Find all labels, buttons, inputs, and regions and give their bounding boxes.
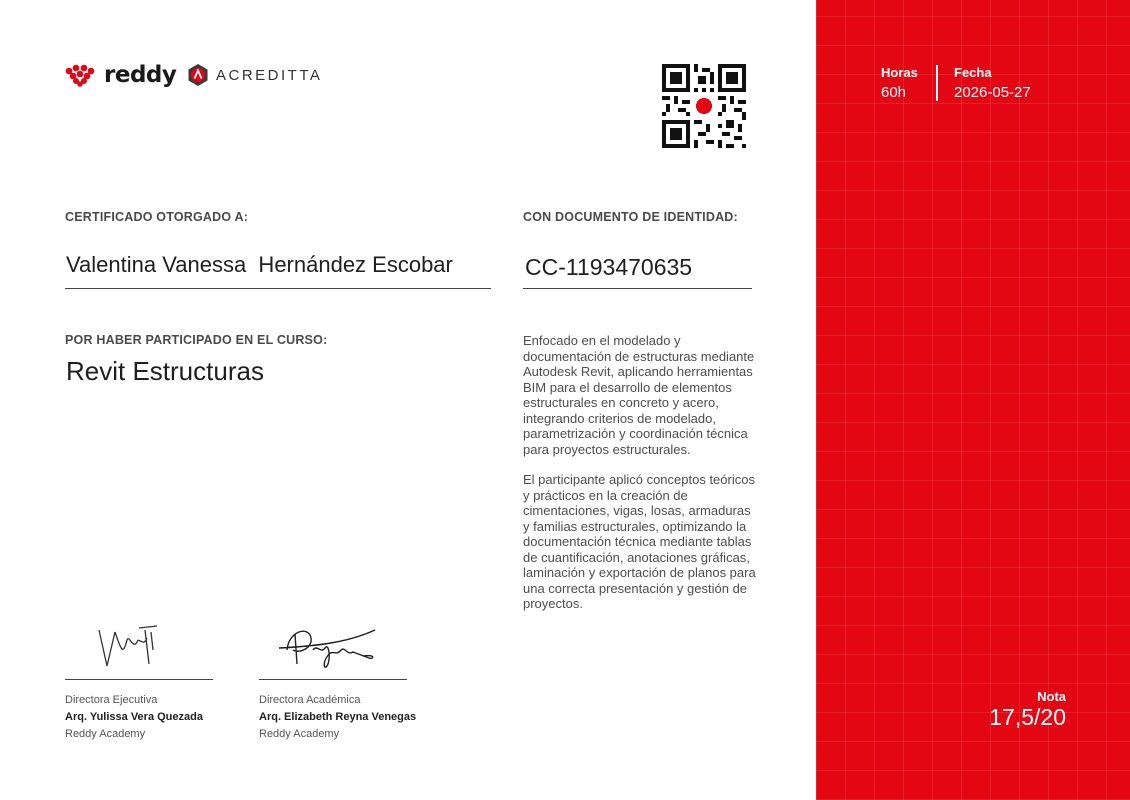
recipient-name: Valentina Vanessa Hernández Escobar bbox=[66, 252, 453, 277]
identity-number: CC-1193470635 bbox=[525, 254, 693, 280]
hours-label: Horas bbox=[881, 65, 918, 80]
date-label: Fecha bbox=[954, 65, 992, 80]
side-panel bbox=[816, 0, 1130, 800]
signer-name: Arq. Elizabeth Reyna Venegas bbox=[259, 711, 417, 723]
signature-image bbox=[259, 620, 407, 674]
reddy-wordmark: reddy bbox=[104, 62, 177, 88]
document-underline bbox=[523, 288, 752, 289]
signer-role: Directora Académica bbox=[259, 694, 361, 706]
signature-block-executive bbox=[65, 620, 213, 740]
signature-block-academic bbox=[259, 620, 416, 740]
signature-line bbox=[259, 679, 407, 680]
course-label: POR HABER PARTICIPADO EN EL CURSO: bbox=[65, 333, 328, 347]
hours-value: 60h bbox=[881, 84, 907, 101]
description-paragraph-2: El participante aplicó conceptos teóricos y prácticos en la creación de cimentaciones, vigas, losas, armaduras y familias estructurales, optimizando la documentación técnica mediante tablas de cuantificación, anotaciones gráficas, laminación y exportación de planos para una correcta presentación y gestión de proyectos. bbox=[523, 472, 756, 611]
name-underline bbox=[65, 288, 491, 289]
signer-organization: Reddy Academy bbox=[65, 728, 146, 740]
identity-label: CON DOCUMENTO DE IDENTIDAD: bbox=[523, 210, 738, 224]
acreditta-wordmark: ACREDITTA bbox=[216, 66, 323, 84]
acreditta-logo bbox=[186, 63, 322, 87]
qr-code-icon bbox=[662, 64, 746, 148]
reddy-logo bbox=[64, 62, 176, 88]
acreditta-logo-icon bbox=[186, 63, 210, 87]
grade-value: 17,5/20 bbox=[989, 704, 1066, 730]
course-description bbox=[523, 333, 759, 627]
signer-role: Directora Ejecutiva bbox=[65, 694, 158, 706]
signer-organization: Reddy Academy bbox=[259, 728, 340, 740]
signature-line bbox=[65, 679, 213, 680]
signer-name: Arq. Yulissa Vera Quezada bbox=[65, 711, 203, 723]
recipient-label: CERTIFICADO OTORGADO A: bbox=[65, 210, 249, 224]
course-title: Revit Estructuras bbox=[66, 356, 264, 386]
panel-separator bbox=[936, 65, 938, 101]
description-paragraph-1: Enfocado en el modelado y documentación de estructuras mediante Autodesk Revit, aplicando herramientas BIM para el desarrollo de elementos estructurales en concreto y acero, integrando criterios de modelado, parametrización y coordinación técnica para proyectos estructurales. bbox=[523, 333, 755, 457]
date-value: 2026-05-27 bbox=[954, 84, 1031, 101]
signature-image bbox=[65, 620, 213, 674]
grade-label: Nota bbox=[1037, 689, 1066, 704]
reddy-logo-icon bbox=[64, 62, 96, 88]
